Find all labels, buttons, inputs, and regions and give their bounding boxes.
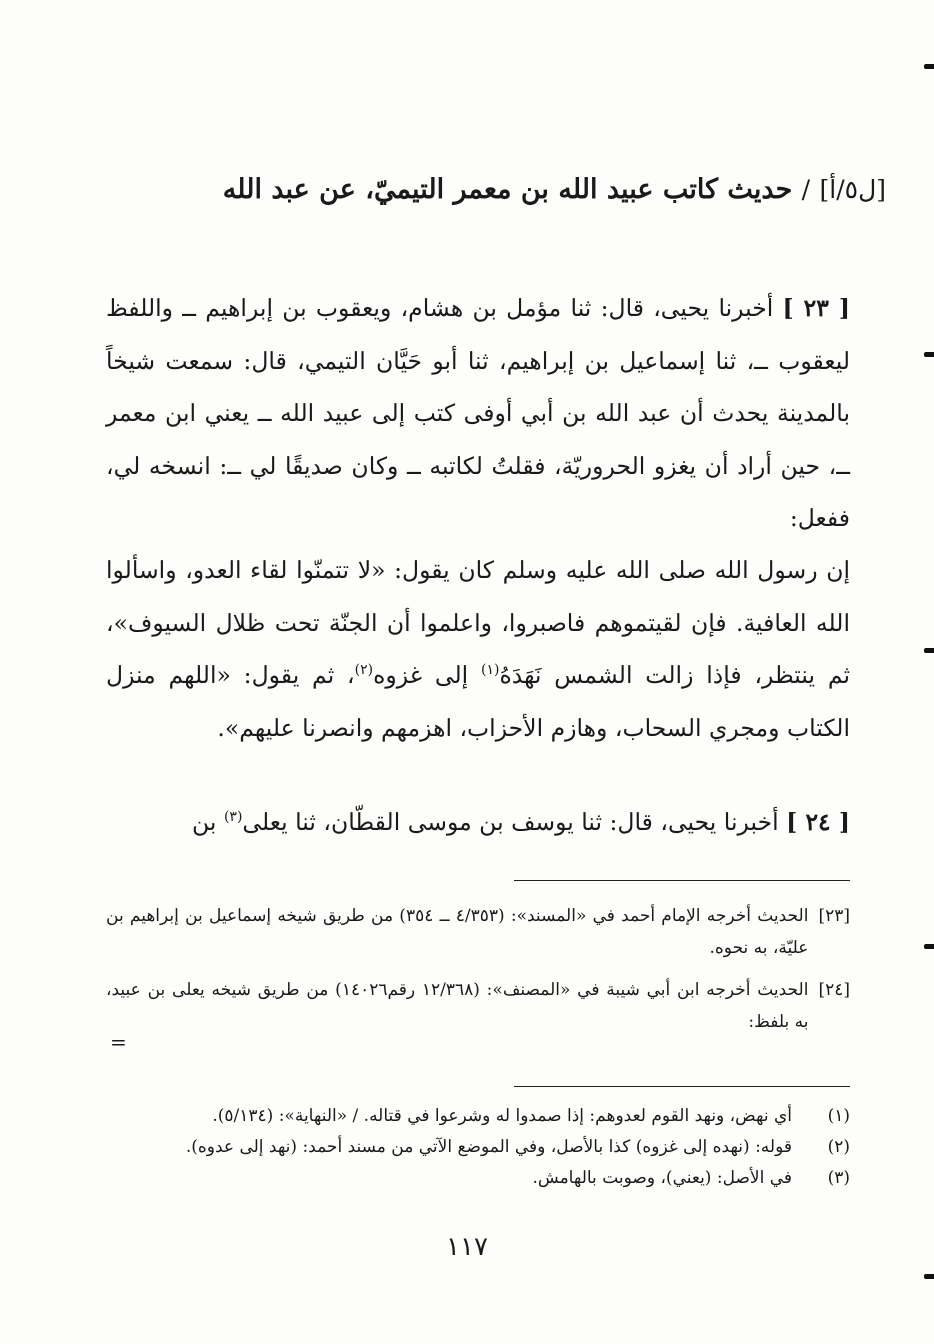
footnotes bbox=[106, 1100, 850, 1193]
footnotes-divider bbox=[514, 1086, 850, 1087]
hadith-23-text: أخبرنا يحيى، قال: ثنا مؤمل بن هشام، ويعقوب بن إبراهيم ــ واللفظ ليعقوب ــ، ثنا إسماعيل بن إبراهيم، ثنا أبو حَيَّان التيمي، قال: سمعت شيخاً بالمدينة يحدث أن عبد الله بن أبي أوفى كتب إلى عبيد الله ــ يعني ابن معمر ــ، حين أراد أن يغزو الحروريّة، فقلتُ لكاتبه ــ وكان صديقًا لي ــ: انسخه لي، ففعل: bbox=[106, 294, 850, 532]
hadith-24 bbox=[106, 796, 850, 849]
takhrij-text: الحديث أخرجه الإمام أحمد في «المسند»: (٤/٣٥٣ ــ ٣٥٤) من طريق شيخه إسماعيل بن إبراهيم بن عليّة، به نحوه. bbox=[106, 906, 809, 958]
chapter-heading bbox=[126, 168, 886, 212]
scan-edge-mark bbox=[924, 1274, 934, 1279]
takhrij-divider bbox=[514, 880, 850, 881]
hadith-23-isnad bbox=[106, 282, 850, 545]
takhrij-note bbox=[106, 974, 850, 1038]
hadith-number-24: [ ٢٤ ] bbox=[786, 808, 850, 836]
scan-edge-mark bbox=[924, 64, 934, 69]
footnote-ref-1: (١) bbox=[480, 662, 500, 679]
footnote-text: أي نهض، ونهد القوم لعدوهم: إذا صمدوا له وشرعوا في قتاله. / «النهاية»: (٥/١٣٤). bbox=[212, 1106, 792, 1126]
footnote-item bbox=[106, 1162, 850, 1193]
hadith-23-matn-part1: إن رسول الله صلى الله عليه وسلم كان يقول: «لا تتمنّوا لقاء العدو، واسألوا الله العافية. فإن لقيتموهم فاصبروا، واعلموا أن الجنّة تحت ظلال السيوف»، ثم ينتظر، فإذا زالت الشمس نَهَدَهُ bbox=[106, 556, 850, 689]
footnote-text: في الأصل: (يعني)، وصوبت بالهامش. bbox=[532, 1168, 792, 1188]
takhrij-text: الحديث أخرجه ابن أبي شيبة في «المصنف»: (١٢/٣٦٨ رقم١٤٠٢٦) من طريق شيخه يعلى بن عبيد، به بلفظ: bbox=[106, 980, 809, 1032]
scan-edge-mark bbox=[924, 352, 934, 357]
hadith-23-matn-part2: إلى غزوه bbox=[373, 661, 481, 689]
hadith-24-text-cont: بن bbox=[192, 808, 224, 836]
footnote-item bbox=[106, 1100, 850, 1131]
hadith-23-matn-part3: ، ثم يقول: «اللهم منزل الكتاب ومجري السحاب، وهازم الأحزاب، اهزمهم وانصرنا عليهم». bbox=[106, 661, 850, 742]
takhrij-note bbox=[106, 900, 850, 964]
scan-edge-mark bbox=[924, 944, 934, 949]
manuscript-folio-ref: [ل٥/أ] bbox=[819, 175, 886, 204]
footnote-item bbox=[106, 1131, 850, 1162]
footnote-tag: (١) bbox=[827, 1106, 850, 1126]
scan-edge-mark bbox=[924, 648, 934, 653]
footnote-tag: (٢) bbox=[827, 1137, 850, 1157]
footnote-text: قوله: (نهده إلى غزوه) كذا بالأصل، وفي الموضع الآتي من مسند أحمد: (نهد إلى عدوه). bbox=[185, 1137, 792, 1157]
hadith-24-text: أخبرنا يحيى، قال: ثنا يوسف بن موسى القطّان، ثنا يعلى bbox=[242, 808, 779, 836]
continuation-mark: = bbox=[110, 1030, 127, 1054]
footnote-tag: (٣) bbox=[827, 1168, 850, 1188]
heading-separator: / bbox=[801, 175, 811, 204]
chapter-title: حديث كاتب عبيد الله بن معمر التيميّ، عن عبد الله bbox=[222, 174, 793, 205]
hadith-number-23: [ ٢٣ ] bbox=[782, 294, 850, 322]
takhrij-tag: [٢٣] bbox=[818, 906, 850, 926]
page-number: ١١٧ bbox=[446, 1232, 488, 1262]
footnote-ref-3: (٣) bbox=[223, 809, 243, 826]
takhrij-notes bbox=[106, 900, 850, 1048]
hadith-23-matn bbox=[106, 544, 850, 754]
takhrij-tag: [٢٤] bbox=[818, 980, 850, 1000]
footnote-ref-2: (٢) bbox=[354, 662, 374, 679]
